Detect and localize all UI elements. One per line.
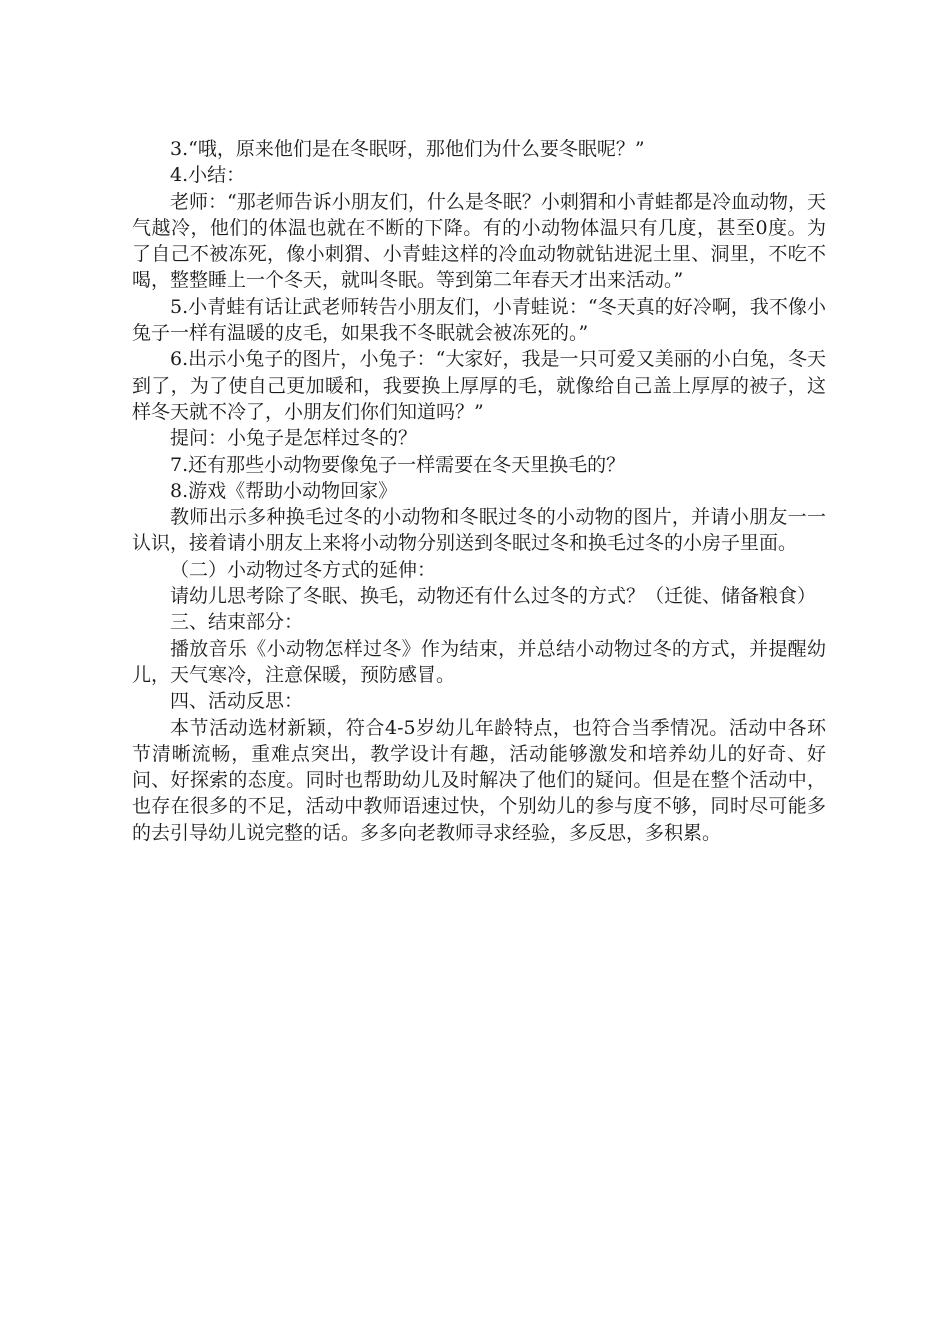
paragraph-section-4-heading: 四、活动反思：: [170, 690, 304, 713]
document-body: [132, 136, 826, 846]
paragraph-section-3-heading: 三、结束部分：: [170, 611, 304, 634]
paragraph-ending: 播放音乐《小动物怎样过冬》作为结束，并总结小动物过冬的方式，并提醒幼儿，天气寒冷，注意保暖，预防感冒。: [132, 637, 826, 686]
paragraph-step-3: 3.“哦，原来他们是在冬眠呀，那他们为什么要冬眠呢？”: [170, 138, 645, 160]
paragraph-teacher-explanation: 老师：“那老师告诉小朋友们，什么是冬眠？小刺猬和小青蛙都是冷血动物，天气越冷，他们的体温也就在不断的下降。有的小动物体温只有几度，甚至0度。为了自己不被冻死，像小刺猬、小青蛙这样的冷血动物就钻进泥土里、洞里，不吃不喝，整整睡上一个冬天，就叫冬眠。等到第二年春天才出来活动。”: [132, 190, 826, 292]
paragraph-step-7: 7.还有那些小动物要像兔子一样需要在冬天里换毛的？: [170, 453, 626, 476]
paragraph-section-2-heading: （二）小动物过冬方式的延伸：: [170, 558, 437, 581]
paragraph-step-6: 6.出示小兔子的图片，小兔子：“大家好，我是一只可爱又美丽的小白兔，冬天到了，为了使自己更加暖和，我要换上厚厚的毛，就像给自己盖上厚厚的被子，这样冬天就不冷了，小朋友们你们知道吗？”: [132, 348, 826, 423]
paragraph-extension: 请幼儿思考除了冬眠、换毛，动物还有什么过冬的方式？（迁徙、储备粮食）: [170, 585, 817, 608]
paragraph-step-5: 5.小青蛙有话让武老师转告小朋友们，小青蛙说：“冬天真的好冷啊，我不像小兔子一样有温暖的皮毛，如果我不冬眠就会被冻死的。”: [132, 295, 826, 345]
paragraph-game-description: 教师出示多种换毛过冬的小动物和冬眠过冬的小动物的图片，并请小朋友一一认识，接着请小朋友上来将小动物分别送到冬眠过冬和换毛过冬的小房子里面。: [132, 506, 826, 555]
paragraph-reflection: 本节活动选材新颖，符合4-5岁幼儿年龄特点，也符合当季情况。活动中各环节清晰流畅，重难点突出，教学设计有趣，活动能够激发和培养幼儿的好奇、好问、好探索的态度。同时也帮助幼儿及时解决了他们的疑问。但是在整个活动中，也存在很多的不足，活动中教师语速过快，个别幼儿的参与度不够，同时尽可能多的去引导幼儿说完整的话。多多向老教师寻求经验，多反思，多积累。: [132, 716, 826, 844]
paragraph-step-8-game: 8.游戏《帮助小动物回家》: [170, 479, 398, 502]
paragraph-question: 提问：小兔子是怎样过冬的？: [170, 427, 418, 450]
paragraph-step-4-heading: 4.小结：: [170, 164, 246, 187]
